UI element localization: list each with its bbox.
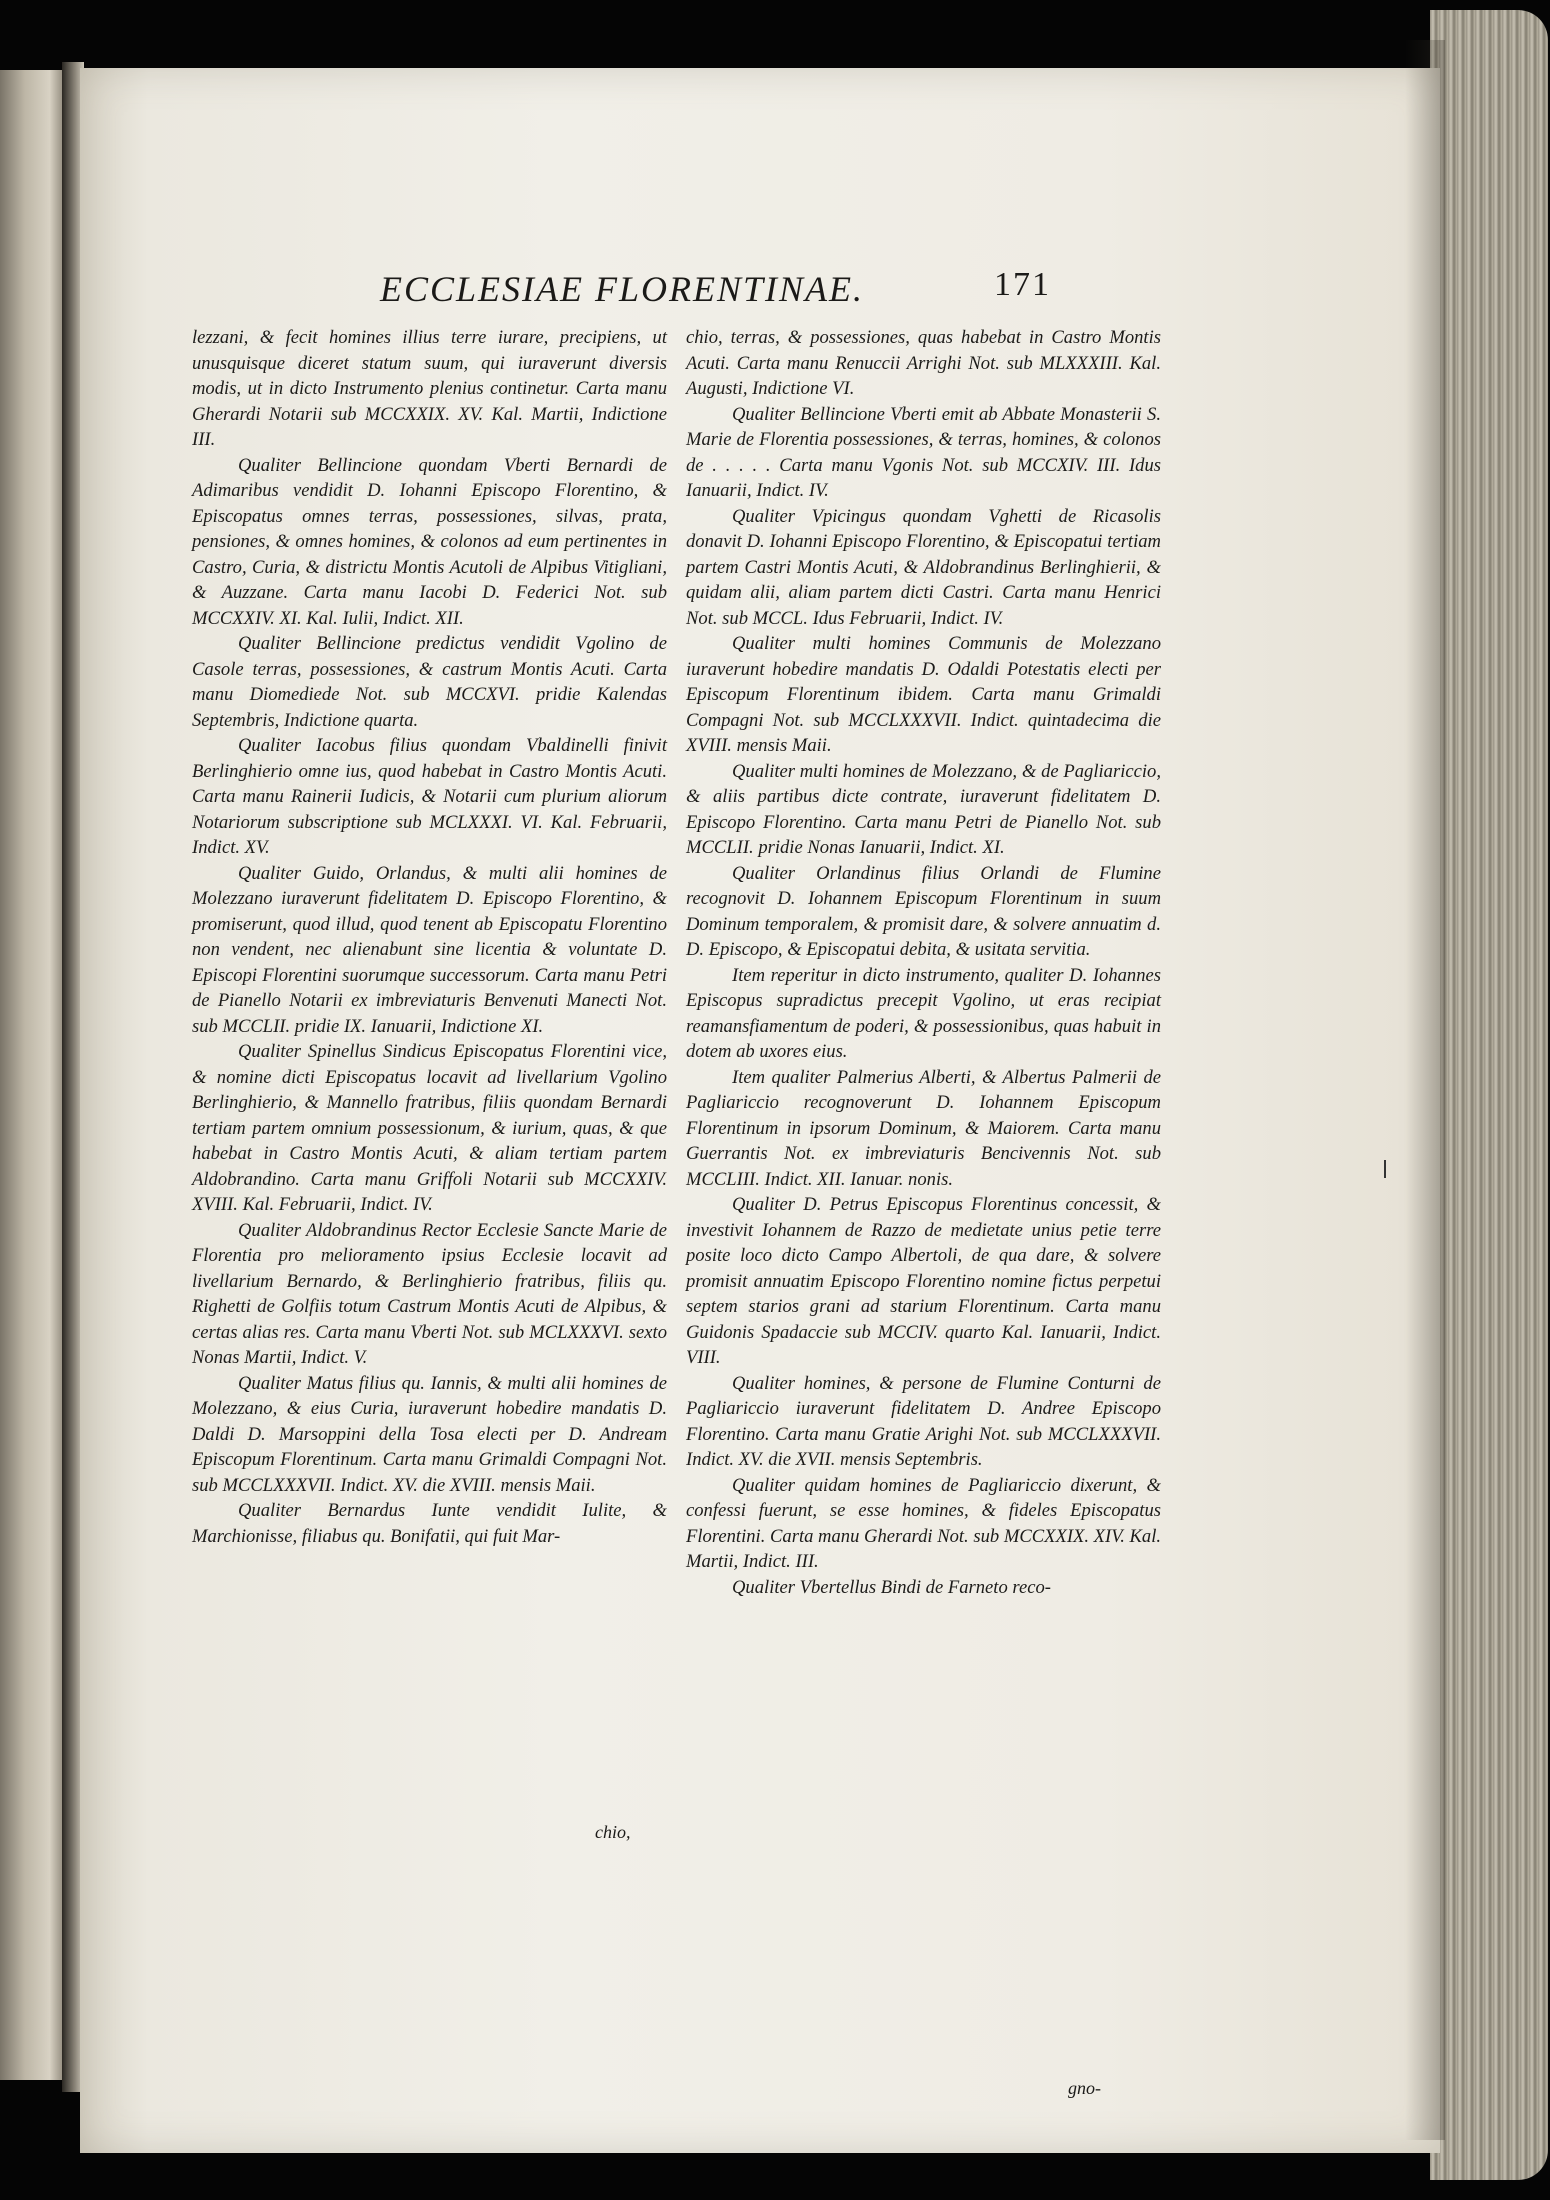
paragraph: Qualiter Matus filius qu. Iannis, & multi alii homines de Molezzano, & eius Curia, iuraverunt hobedire mandatis D. Daldi D. Marsoppini della Tosa electi per D. Andream Episcopum Florentinum. Carta manu Grimaldi Compagni Not. sub MCCLXXXVII. Indict. XV. die XVIII. mensis Maii. bbox=[192, 1372, 667, 1496]
running-title: ECCLESIAE FLORENTINAE. bbox=[380, 269, 864, 309]
catchword: gno- bbox=[1068, 2078, 1101, 2098]
paragraph: Qualiter Orlandinus filius Orlandi de Flumine recognovit D. Iohannem Episcopum Florentinum in suum Dominum temporalem, & promisit dare, & solvere annuatim d. D. Episcopo, & Episcopatui debita, & usitata servitia. bbox=[686, 862, 1161, 960]
paragraph: Qualiter D. Petrus Episcopus Florentinus concessit, & investivit Iohannem de Razzo de medietate unius petie terre posite loco dicto Campo Albertoli, de qua dare, & solvere promisit annuatim Episcopo Florentino nomine fictus perpetui septem starios grani ad starium Florentinum. Carta manu Guidonis Spadaccie sub MCCIV. quarto Kal. Ianuarii, Indict. VIII. bbox=[686, 1194, 1161, 1368]
paragraph: Qualiter Aldobrandinus Rector Ecclesie Sancte Marie de Florentia pro melioramento ipsius Ecclesie locavit ad livellarium Bernardo, & Berlinghierio fratribus, filiis qu. Righetti de Golfiis totum Castrum Montis Acuti de Alpibus, & certas alias res. Carta manu Vberti Not. sub MCLXXXVI. sexto Nonas Martii, Indict. V. bbox=[192, 1219, 667, 1368]
paragraph: chio, terras, & possessiones, quas habebat in Castro Montis Acuti. Carta manu Renuccii Arrighi Not. sub MLXXXIII. Kal. Augusti, Indictione VI. bbox=[686, 327, 1161, 399]
page-number: 171 bbox=[994, 266, 1051, 303]
paragraph: Qualiter Bellincione quondam Vberti Bernardi de Adimaribus vendidit D. Iohanni Episcopo Florentino, & Episcopatus omnes terras, possessiones, silvas, prata, pensiones, & omnes homines, & colonos ad eum pertinentes in Castro, Curia, & districtu Montis Acutoli de Alpibus Vitigliani, & Auzzane. Carta manu Iacobi D. Federici Not. sub MCCXXIV. XI. Kal. Iulii, Indict. XII. bbox=[192, 454, 667, 629]
catchword-left-column: chio, bbox=[595, 1822, 631, 1842]
paragraph: Qualiter Bellincione Vberti emit ab Abbate Monasterii S. Marie de Florentia possessiones, & terras, homines, & colonos de . . . . . Carta manu Vgonis Not. sub MCCXIV. III. Idus Ianuarii, Indict. IV. bbox=[686, 403, 1161, 501]
paragraph: Qualiter Bernardus Iunte vendidit Iulite, & Marchionisse, filiabus qu. Bonifatii, qui fuit Mar- bbox=[192, 1500, 667, 1547]
left-column bbox=[192, 325, 667, 1549]
right-column bbox=[686, 325, 1161, 1600]
paragraph: Qualiter Spinellus Sindicus Episcopatus Florentini vice, & nomine dicti Episcopatus locavit ad livellarium Vgolino Berlinghierio, & Mannello fratribus, filiis quondam Bernardi tertiam partem omnium possessionum, & iurium, quas, & que habebat in Castro Montis Acuti, & aliam tertiam partem Aldobrandino. Carta manu Griffoli Notarii sub MCCXXIV. XVIII. Kal. Februarii, Indict. IV. bbox=[192, 1041, 667, 1215]
paragraph: Qualiter Bellincione predictus vendidit Vgolino de Casole terras, possessiones, & castrum Montis Acuti. Carta manu Diomediede Not. sub MCCXVI. pridie Kalendas Septembris, Indictione quarta. bbox=[192, 633, 667, 731]
paragraph: Qualiter homines, & persone de Flumine Conturni de Pagliariccio iuraverunt fidelitatem D. Andree Episcopo Florentino. Carta manu Gratie Arighi Not. sub MCCLXXXVII. Indict. XV. die XVII. mensis Septembris. bbox=[686, 1372, 1161, 1470]
paragraph: Qualiter multi homines Communis de Molezzano iuraverunt hobedire mandatis D. Odaldi Potestatis electi per Episcopum Florentinum ibidem. Carta manu Grimaldi Compagni Not. sub MCCLXXXVII. Indict. quintadecima die XVIII. mensis Maii. bbox=[686, 633, 1161, 756]
running-header bbox=[380, 268, 1100, 318]
paragraph: Qualiter Vpicingus quondam Vghetti de Ricasolis donavit D. Iohanni Episcopo Florentino, & Episcopatui tertiam partem Castri Montis Acuti, & Aldobrandinus Berlinghierii, & quidam alii, aliam partem dicti Castri. Carta manu Henrici Not. sub MCCL. Idus Februarii, Indict. IV. bbox=[686, 505, 1161, 629]
page-edge-shadow bbox=[1405, 40, 1445, 2140]
paragraph: Qualiter Iacobus filius quondam Vbaldinelli finivit Berlinghierio omne ius, quod habebat in Castro Montis Acuti. Carta manu Rainerii Iudicis, & Notarii cum plurium aliorum Notariorum subscriptione sub MCLXXXI. VI. Kal. Februarii, Indict. XV. bbox=[192, 735, 667, 858]
paragraph: Item qualiter Palmerius Alberti, & Albertus Palmerii de Pagliariccio recognoverunt D. Iohannem Episcopum Florentinum in ipsorum Dominum, & Maiorem. Carta manu Guerrantis Not. ex imbreviaturis Bencivennis Not. sub MCCLIII. Indict. XII. Ianuar. nonis. bbox=[686, 1066, 1161, 1190]
paragraph: Qualiter Vbertellus Bindi de Farneto reco- bbox=[732, 1576, 1051, 1598]
facing-page-edge bbox=[0, 70, 62, 2080]
paragraph: Item reperitur in dicto instrumento, qualiter D. Iohannes Episcopus supradictus precepit Vgolino, ut eras recipiat reamansfiamentum de poderi, & possessionibus, quas habuit in dotem ab uxores eius. bbox=[686, 964, 1161, 1062]
paragraph: Qualiter quidam homines de Pagliariccio dixerunt, & confessi fuerunt, se esse homines, & fideles Episcopatus Florentini. Carta manu Gherardi Not. sub MCCXXIX. XIV. Kal. Martii, Indict. III. bbox=[686, 1474, 1162, 1572]
margin-mark bbox=[1384, 1160, 1386, 1178]
paragraph: lezzani, & fecit homines illius terre iurare, precipiens, ut unusquisque diceret statum suum, qui iuraverunt diversis modis, ut in dicto Instrumento plenius continetur. Carta manu Gherardi Notarii sub MCCXXIX. XV. Kal. Martii, Indictione III. bbox=[192, 327, 667, 450]
page-edges-stack bbox=[1430, 10, 1548, 2180]
paragraph: Qualiter multi homines de Molezzano, & de Pagliariccio, & aliis partibus dicte contrate, iuraverunt fidelitatem D. Episcopo Florentino. Carta manu Petri de Pianello Not. sub MCCLII. pridie Nonas Ianuarii, Indict. XI. bbox=[686, 760, 1161, 858]
paragraph: Qualiter Guido, Orlandus, & multi alii homines de Molezzano iuraverunt fidelitatem D. Episcopo Florentino, & promiserunt, quod illud, quod tenent ab Episcopatu Florentino non vendent, nec alienabunt sine licentia & voluntate D. Episcopi Florentini suorumque successorum. Carta manu Petri de Pianello Notarii ex imbreviaturis Benvenuti Manecti Not. sub MCCLII. pridie IX. Ianuarii, Indictione XI. bbox=[192, 862, 667, 1037]
